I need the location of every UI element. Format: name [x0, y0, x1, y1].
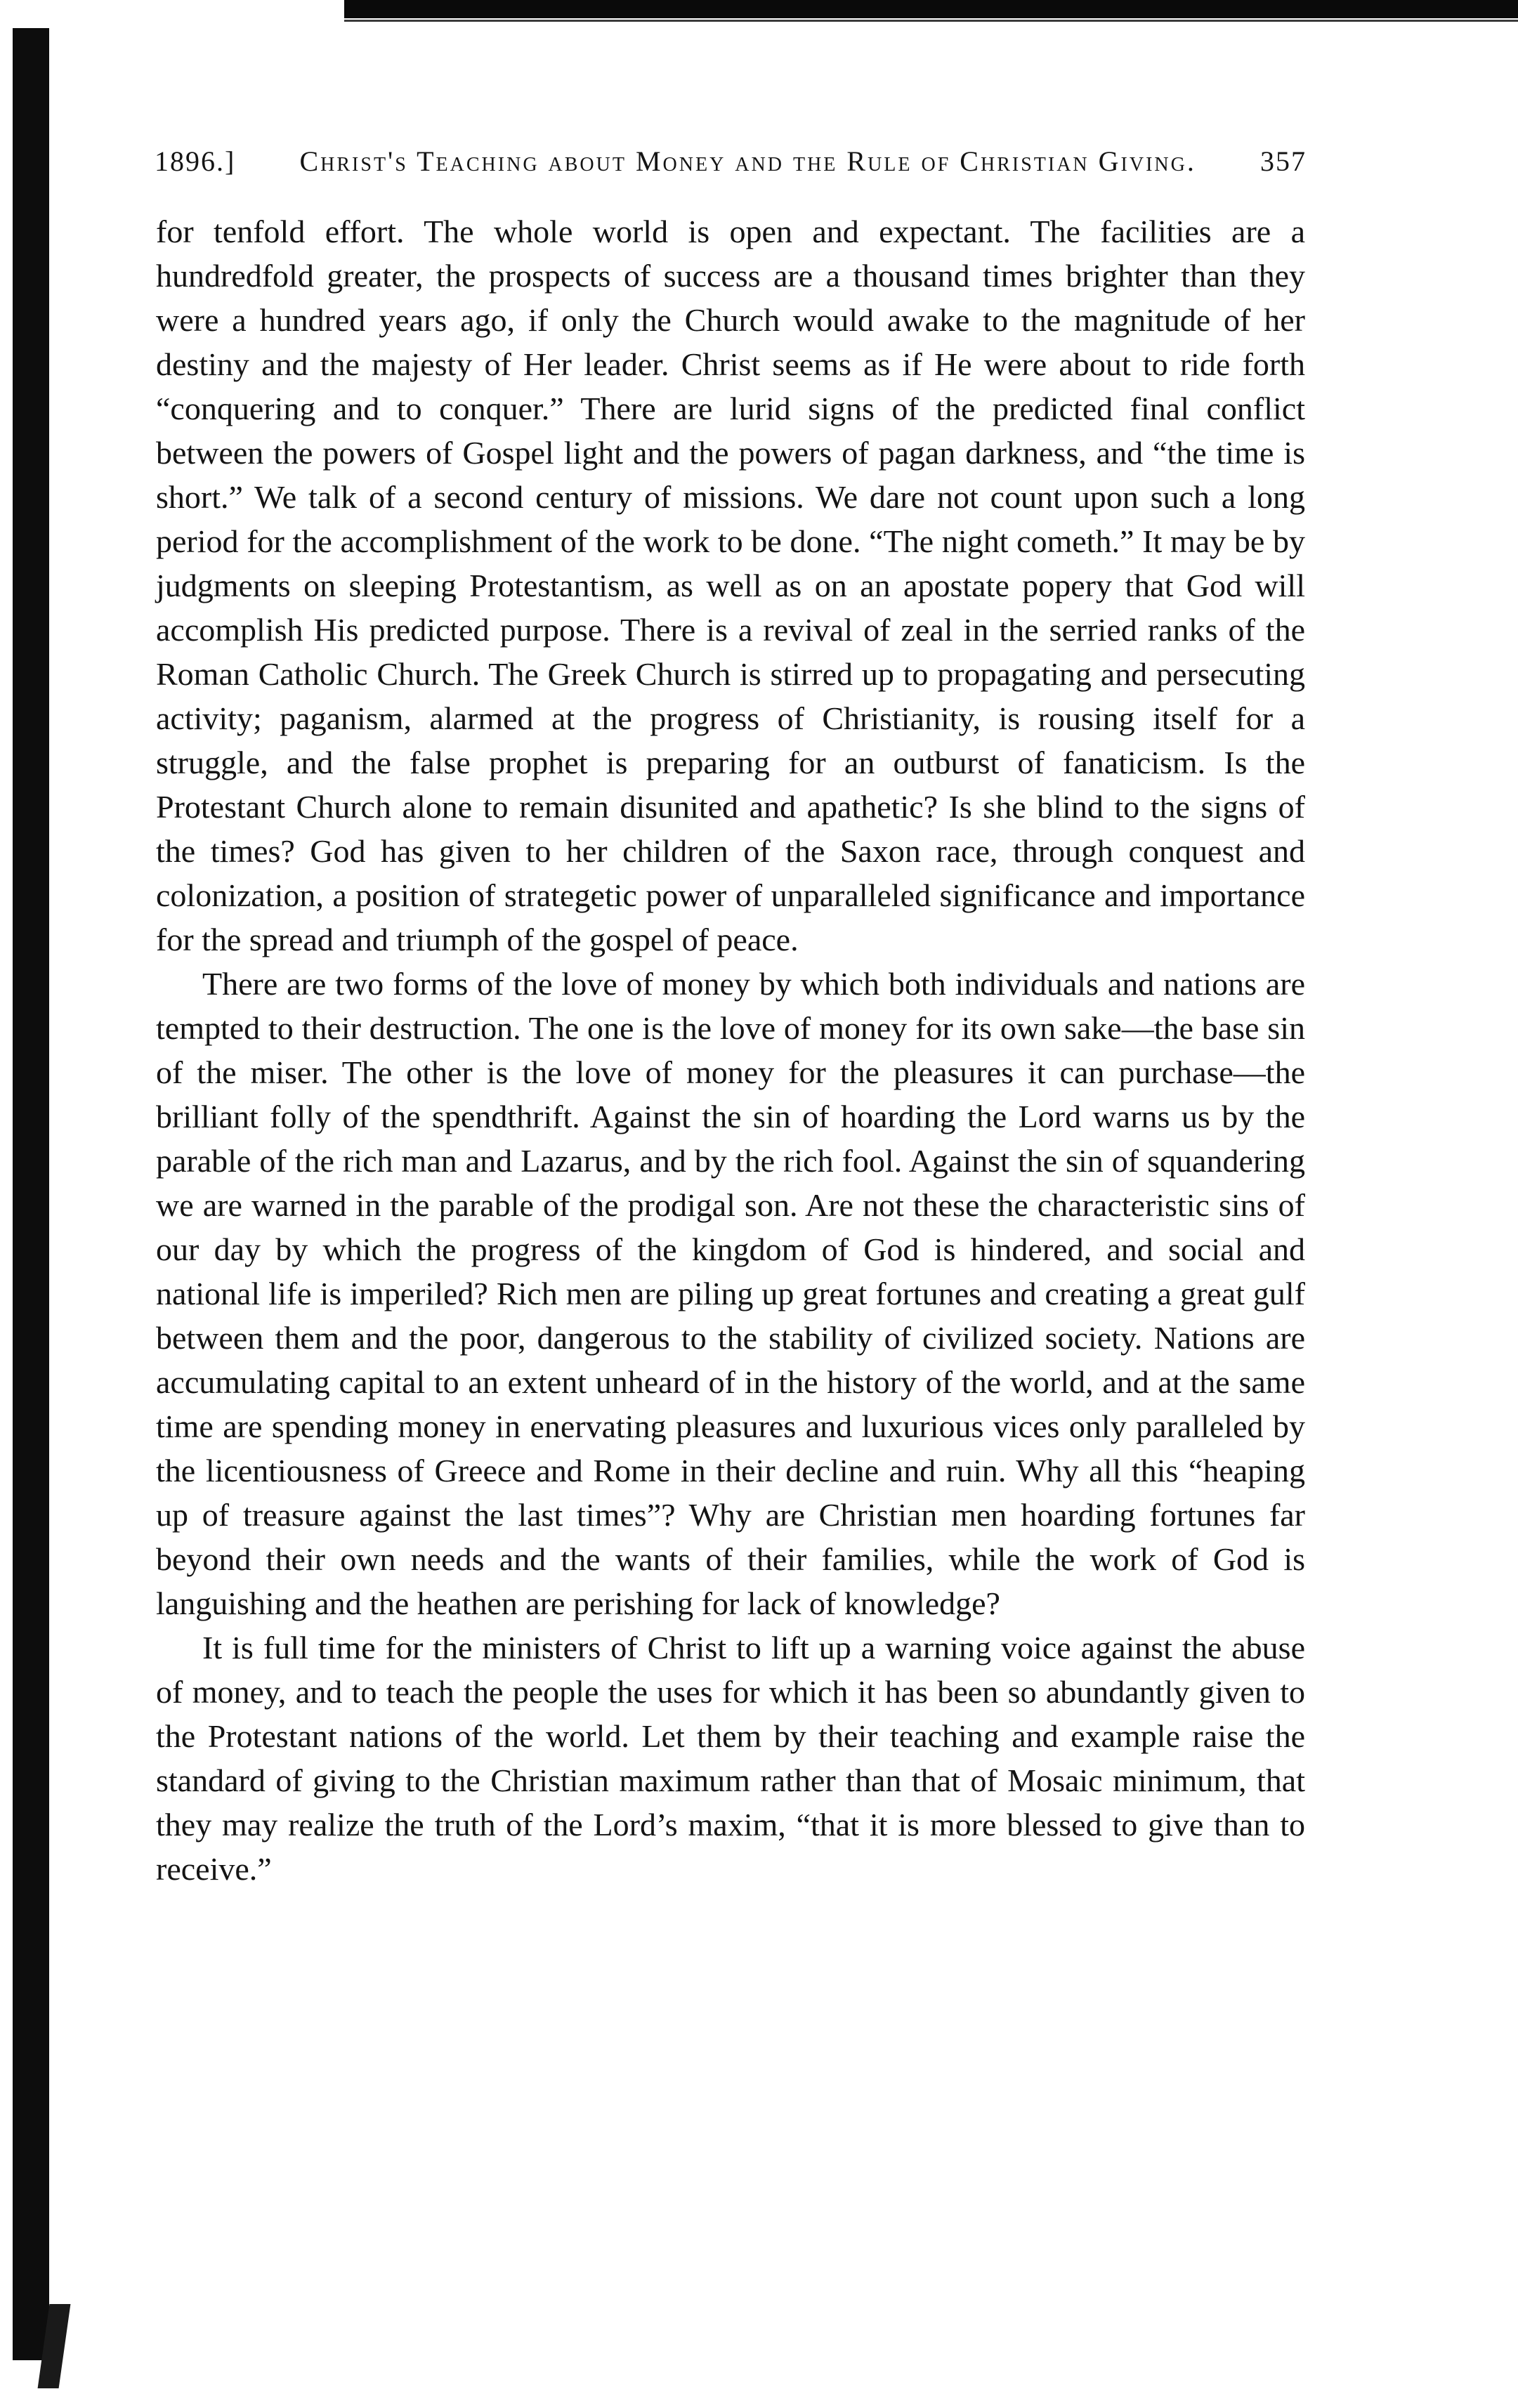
body-text — [156, 209, 1305, 1891]
page-number: 357 — [1260, 145, 1307, 177]
header-year: 1896.] — [155, 145, 236, 177]
running-title: Christ's Teaching about Money and the Rule of Christian Giving. — [299, 145, 1196, 177]
left-scan-border — [13, 28, 49, 2360]
top-scan-rule — [344, 20, 1518, 22]
running-header — [155, 145, 1307, 178]
paragraph-love-of-money: There are two forms of the love of money by which both individuals and nations are tempted to their destruction. The one is the love of money for its own sake—the base sin of the miser. The other is the love of money for the pleasures it can purchase—the brilliant folly of the spendthrift. Against the sin of hoarding the Lord warns us by the parable of the rich man and Lazarus, and by the rich fool. Against the sin of squandering we are warned in the parable of the prodigal son. Are not these the characteristic sins of our day by which the progress of the kingdom of God is hindered, and social and national life is imperiled? Rich men are piling up great fortunes and creating a great gulf between them and the poor, dangerous to the stability of civilized society. Nations are accumulating capital to an extent unheard of in the history of the world, and at the same time are spending money in enervating pleasures and luxurious vices only paralleled by the licentiousness of Greece and Rome in their decline and ruin. Why all this “heaping up of treasure against the last times”? Why are Christian men hoarding fortunes far beyond their own needs and the wants of their families, while the work of God is languishing and the heathen are perishing for lack of knowledge? — [156, 966, 1305, 1621]
paragraph-continued: for tenfold effort. The whole world is open and expectant. The facilities are a hundredfold greater, the prospects of success are a thousand times brighter than they were a hundred years ago, if only the Church would awake to the magnitude of her destiny and the majesty of Her leader. Christ seems as if He were about to ride forth “conquering and to conquer.” There are lurid signs of the predicted final conflict between the powers of Gospel light and the powers of pagan darkness, and “the time is short.” We talk of a second century of missions. We dare not count upon such a long period for the accomplishment of the work to be done. “The night cometh.” It may be by judgments on sleeping Protestantism, as well as on an apostate popery that God will accomplish His predicted purpose. There is a revival of zeal in the serried ranks of the Roman Catholic Church. The Greek Church is stirred up to propagating and persecuting activity; paganism, alarmed at the progress of Christianity, is rousing itself for a struggle, and the false prophet is preparing for an outburst of fanaticism. Is the Protestant Church alone to remain disunited and apathetic? Is she blind to the signs of the times? God has given to her children of the Saxon race, through conquest and colonization, a position of strategetic power of unparalleled significance and importance for the spread and triumph of the gospel of peace. — [156, 214, 1305, 957]
paragraph-warning: It is full time for the ministers of Christ to lift up a warning voice against the abuse of money, and to teach the people the uses for which it has been so abundantly given to the Protestant nations of the world. Let them by their teaching and example raise the standard of giving to the Christian maximum rather than that of Mosaic minimum, that they may realize the truth of the Lord’s maxim, “that it is more blessed to give than to receive.” — [156, 1630, 1305, 1887]
top-scan-border — [344, 0, 1518, 18]
